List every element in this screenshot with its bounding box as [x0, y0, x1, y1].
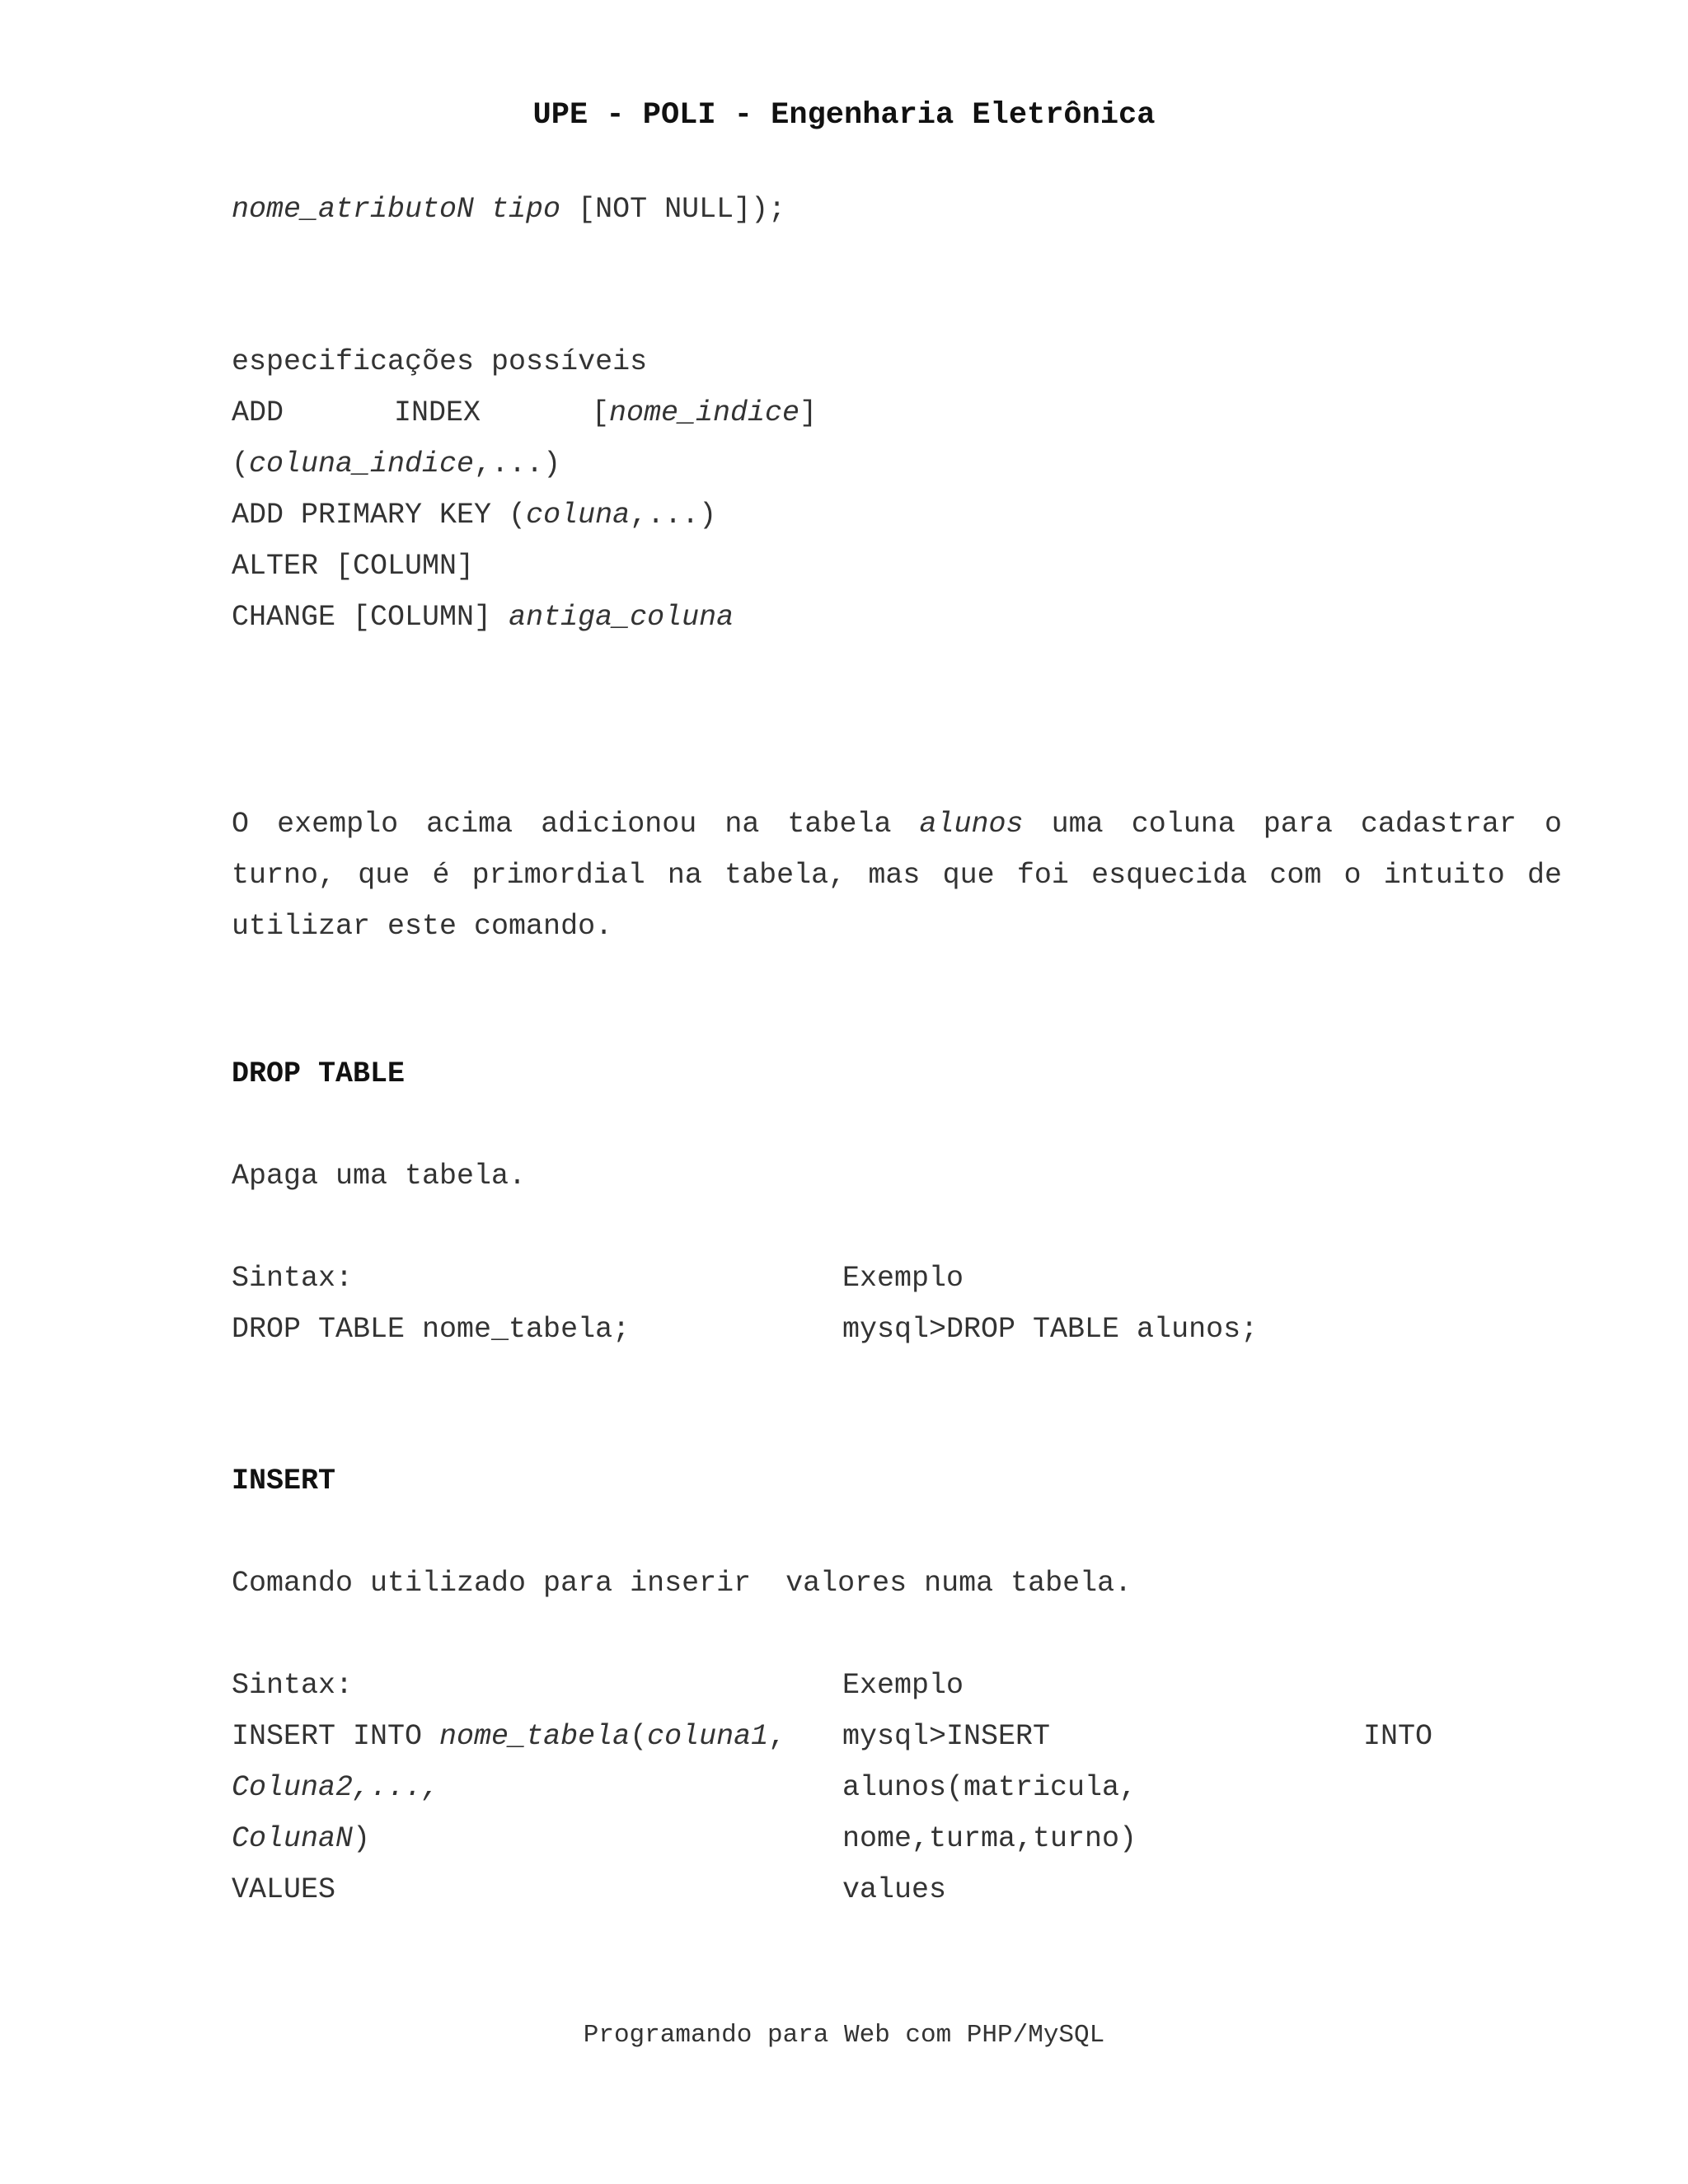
spec-add: ADD	[232, 396, 284, 429]
spec-pk-rest: ,...)	[630, 499, 717, 532]
spec-change-line	[232, 598, 734, 637]
drop-syntax-label: Sintax:	[232, 1262, 354, 1295]
insert-example-into: INTO	[1363, 1720, 1433, 1753]
drop-example-text: mysql>DROP TABLE alunos;	[842, 1313, 1259, 1346]
insert-example-line-1: mysql>INSERT	[842, 1720, 1051, 1753]
insert-example-line-3: nome,turma,turno)	[842, 1822, 1137, 1855]
spec-bracket-close: ]	[799, 396, 818, 429]
drop-table-heading: DROP TABLE	[232, 1057, 406, 1090]
insert-example-line-2: alunos(matricula,	[842, 1771, 1137, 1804]
paragraph-italic-alunos: alunos	[919, 808, 1024, 841]
insert-syntax-nome-tabela: nome_tabela	[439, 1720, 631, 1753]
insert-syntax-line-3	[232, 1819, 370, 1858]
spec-primary-key-line	[232, 495, 716, 535]
insert-syntax-l1-b: (	[630, 1720, 648, 1753]
page-footer: Programando para Web com PHP/MySQL	[583, 2021, 1105, 2050]
insert-description: Comando utilizado para inserir valores numa tabela.	[232, 1567, 1132, 1600]
insert-syntax-line-4: VALUES	[232, 1873, 336, 1906]
spec-change-prefix: CHANGE [COLUMN]	[232, 601, 509, 634]
insert-syntax-coluna2: Coluna2,...,	[232, 1771, 440, 1804]
spec-coluna-indice-italic: coluna_indice	[249, 448, 475, 480]
drop-syntax-text: DROP TABLE nome_tabela;	[232, 1313, 631, 1346]
page-header-title: UPE - POLI - Engenharia Eletrônica	[532, 98, 1156, 133]
paragraph-line-1-b: uma coluna para cadastrar o	[1023, 808, 1562, 841]
spec-bracket-open: [	[592, 396, 610, 429]
insert-heading: INSERT	[232, 1465, 336, 1497]
spec-title: especificações possíveis	[232, 345, 648, 378]
spec-paren-open: (	[232, 448, 250, 480]
insert-syntax-label: Sintax:	[232, 1669, 354, 1702]
insert-example-label: Exemplo	[842, 1669, 964, 1702]
spec-nome-indice	[592, 393, 817, 433]
drop-table-description: Apaga uma tabela.	[232, 1160, 527, 1193]
spec-index: INDEX	[394, 396, 481, 429]
paragraph-line-1-a: O exemplo acima adicionou na tabela	[232, 808, 920, 841]
spec-pk-coluna-italic: coluna	[526, 499, 631, 532]
spec-alter-line: ALTER [COLUMN]	[232, 550, 475, 583]
paragraph-line-2: turno, que é primordial na tabela, mas que foi esquecida com o intuito de	[232, 859, 1562, 892]
spec-change-italic: antiga_coluna	[509, 601, 734, 634]
insert-syntax-line-2	[232, 1768, 439, 1807]
explanation-paragraph	[232, 799, 1562, 952]
spec-nome-indice-italic: nome_indice	[609, 396, 800, 429]
alter-attr-italic: nome_atributoN tipo	[232, 193, 561, 226]
spec-pk-prefix: ADD PRIMARY KEY (	[232, 499, 527, 532]
insert-syntax-coluna1: coluna1	[647, 1720, 769, 1753]
spec-add-index-line	[232, 393, 284, 433]
insert-example-line-4: values	[842, 1873, 947, 1906]
spec-coluna-indice-rest: ,...)	[474, 448, 561, 480]
spec-coluna-indice-line	[232, 444, 560, 484]
insert-syntax-line-1	[232, 1717, 785, 1756]
insert-syntax-l1-a: INSERT INTO	[232, 1720, 440, 1753]
insert-syntax-l3-rest: )	[353, 1822, 371, 1855]
alter-syntax-last-line	[232, 190, 785, 229]
alter-attr-rest: [NOT NULL]);	[560, 193, 786, 226]
paragraph-line-3: utilizar este comando.	[232, 910, 613, 943]
drop-example-label: Exemplo	[842, 1262, 964, 1295]
paragraph-line-1	[232, 799, 1562, 850]
insert-syntax-colunaN: ColunaN	[232, 1822, 354, 1855]
insert-syntax-l1-c: ,	[768, 1720, 786, 1753]
